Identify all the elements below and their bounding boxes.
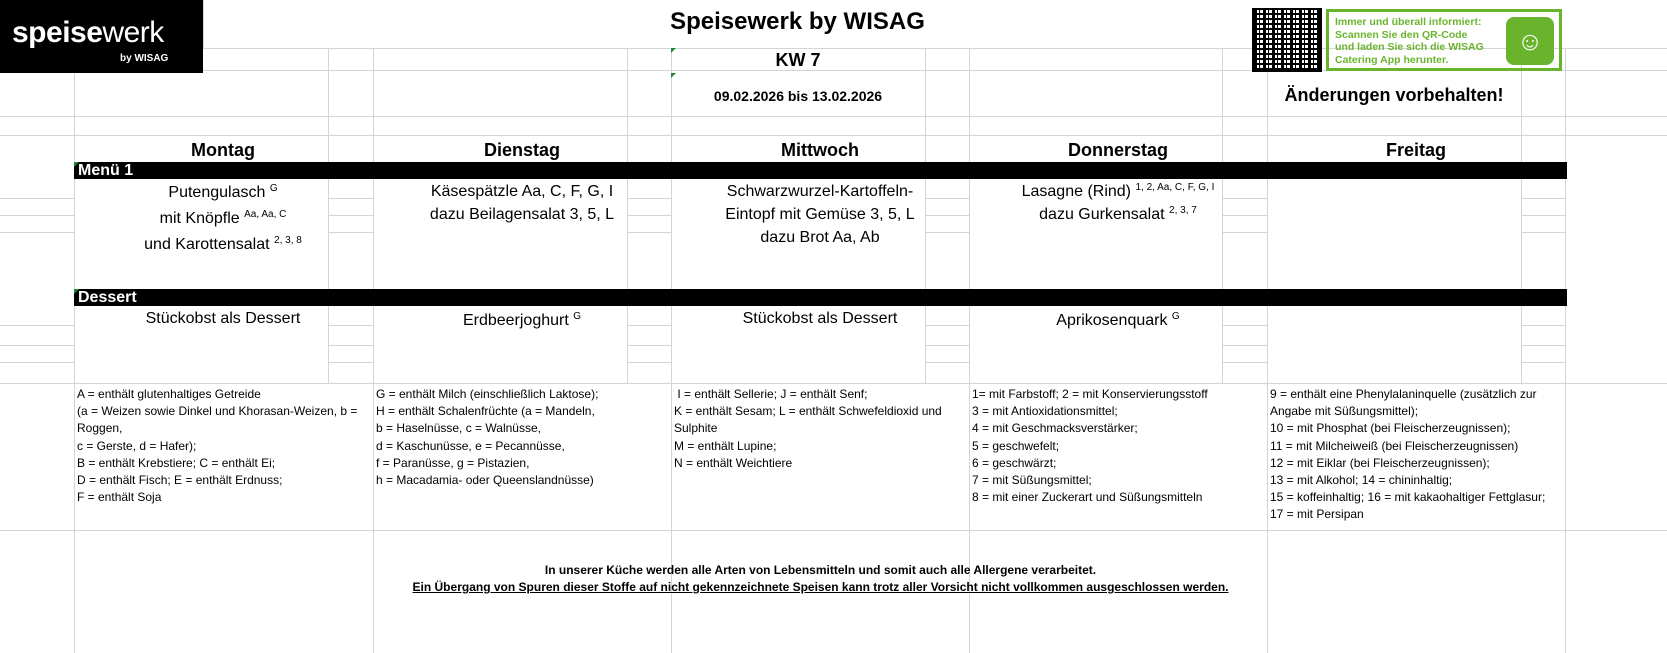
grid-line — [0, 116, 1667, 117]
legend-line: 7 = mit Süßungsmittel; — [972, 473, 1092, 488]
allergen-legend-column — [970, 386, 1268, 506]
dessert-cell — [969, 309, 1267, 332]
grid-line — [1222, 345, 1267, 346]
legend-line: b = Haselnüsse, c = Walnüsse, — [376, 421, 541, 436]
grid-line — [1521, 325, 1566, 326]
menu1-cell — [373, 180, 671, 226]
grid-line — [1222, 232, 1267, 233]
dish-text: dazu Beilagensalat 3, 5, L — [429, 206, 615, 223]
legend-line: d = Kaschunüsse, e = Pecannüsse, — [376, 438, 565, 453]
day-header-donnerstag: Donnerstag — [1067, 140, 1168, 160]
grid-line — [0, 345, 74, 346]
legend-line: 4 = mit Geschmacksverstärker; — [972, 421, 1138, 436]
grid-line — [1521, 306, 1522, 383]
grid-line — [627, 345, 672, 346]
dish-text: dazu Brot Aa, Ab — [760, 229, 880, 246]
grid-line — [0, 325, 74, 326]
grid-line — [0, 232, 74, 233]
legend-line: (a = Weizen sowie Dinkel und Khorasan-Weizen, b = — [77, 404, 358, 419]
dish-text: Schwarzwurzel-Kartoffeln- — [726, 183, 914, 200]
day-header-freitag: Freitag — [1385, 140, 1446, 160]
legend-line: N = enthält Weichtiere — [674, 455, 793, 470]
cell-comment-marker — [671, 73, 676, 78]
day-header-mittwoch: Mittwoch — [781, 140, 859, 160]
promo-line: Immer und überall informiert: — [1335, 16, 1482, 28]
legend-line: 9 = enthält eine Phenylalaninquelle (zusätzlich zur — [1270, 387, 1537, 401]
menu-line — [969, 203, 1267, 226]
legend-line: F = enthält Soja — [77, 490, 162, 505]
page-title: Speisewerk by WISAG — [670, 8, 925, 35]
grid-line — [0, 198, 74, 199]
dessert-cell — [373, 309, 671, 332]
grid-line — [0, 135, 1667, 136]
menu-line — [671, 180, 969, 203]
legend-line: 17 = mit Persipan — [1270, 507, 1364, 522]
dish-text: Eintopf mit Gemüse 3, 5, L — [725, 206, 915, 223]
grid-line — [1521, 345, 1566, 346]
menu-line — [373, 180, 671, 203]
calendar-week: KW 7 — [775, 50, 821, 70]
legend-line: 3 = mit Antioxidationsmittel; — [972, 404, 1118, 419]
dish-text: Stückobst als Dessert — [145, 310, 301, 327]
dish-text: Stückobst als Dessert — [742, 310, 898, 327]
app-promo-banner — [1326, 9, 1562, 71]
menu1-cell — [969, 180, 1267, 226]
allergen-codes: G — [1171, 311, 1180, 322]
date-range: 09.02.2026 bis 13.02.2026 — [713, 88, 883, 104]
legend-line: H = enthält Schalenfrüchte (a = Mandeln, — [376, 404, 595, 419]
legend-line: G = enthält Milch (einschließlich Laktose); — [376, 387, 599, 401]
legend-line: M = enthält Lupine; — [674, 438, 777, 453]
dish-text: Käsespätzle Aa, C, F, G, I — [430, 183, 614, 200]
promo-line: und laden Sie sich die WISAG — [1335, 41, 1484, 53]
grid-line — [627, 232, 672, 233]
legend-line: 13 = mit Alkohol; 14 = chininhaltig; — [1270, 473, 1453, 488]
dessert-cell — [671, 307, 969, 330]
grid-line — [0, 215, 74, 216]
allergen-codes: G — [269, 183, 278, 194]
allergen-footer-note — [74, 562, 1567, 596]
legend-line: 1= mit Farbstoff; 2 = mit Konservierungsstoff — [972, 387, 1208, 401]
grid-line — [627, 362, 672, 363]
legend-line: B = enthält Krebstiere; C = enthält Ei; — [77, 455, 276, 470]
menu-line — [969, 180, 1267, 203]
dish-text: Putengulasch — [168, 184, 270, 201]
dessert-cell — [74, 307, 372, 330]
menu1-cell — [671, 180, 969, 249]
legend-line: Sulphite — [674, 421, 718, 436]
grid-line — [1521, 198, 1566, 199]
dish-text: Erdbeerjoghurt — [462, 312, 574, 329]
grid-line — [1521, 215, 1566, 216]
legend-line: K = enthält Sesam; L = enthält Schwefeldioxid und — [674, 404, 942, 419]
allergen-codes: 1, 2, Aa, C, F, G, I — [1135, 182, 1215, 193]
legend-line: c = Gerste, d = Hafer); — [77, 438, 197, 453]
footer-line: In unserer Küche werden alle Arten von Lebensmitteln und somit auch alle Allergene verarbeitet. — [544, 563, 1097, 577]
legend-line: D = enthält Fisch; E = enthält Erdnuss; — [77, 473, 283, 488]
grid-line — [328, 362, 373, 363]
qr-code — [1252, 8, 1322, 72]
dish-text: und Karottensalat — [144, 236, 275, 253]
legend-line: Roggen, — [77, 421, 123, 436]
legend-line: Angabe mit Süßungsmittel); — [1270, 404, 1419, 419]
allergen-legend-column — [374, 386, 672, 489]
legend-line: 15 = koffeinhaltig; 16 = mit kakaohaltiger Fettglasur; — [1270, 490, 1546, 505]
menu1-cell — [74, 180, 372, 258]
legend-line: h = Macadamia- oder Queenslandnüsse) — [376, 473, 594, 488]
legend-line: f = Paranüsse, g = Pistazien, — [376, 455, 530, 470]
day-header-montag: Montag — [191, 140, 255, 160]
legend-line: 5 = geschwefelt; — [972, 438, 1060, 453]
dish-text: dazu Gurkensalat — [1039, 206, 1170, 223]
legend-line: 11 = mit Milcheiweiß (bei Fleischerzeugnissen) — [1270, 438, 1519, 453]
promo-line: Scannen Sie den QR-Code — [1335, 28, 1468, 41]
section-bar-menu1: Menü 1 — [74, 162, 1567, 179]
allergen-legend-column — [672, 386, 970, 472]
grid-line — [1521, 362, 1566, 363]
allergen-legend-column — [1268, 386, 1566, 524]
menu-line — [671, 226, 969, 249]
allergen-codes: 2, 3, 8 — [274, 235, 302, 246]
legend-line: 12 = mit Eiklar (bei Fleischerzeugnissen); — [1270, 455, 1490, 470]
grid-line — [0, 383, 1667, 384]
promo-line: Catering App herunter. — [1335, 53, 1449, 66]
dish-text: Lasagne (Rind) — [1021, 183, 1136, 200]
legend-line: 6 = geschwärzt; — [972, 455, 1057, 470]
grid-line — [1521, 232, 1566, 233]
legend-line: A = enthält glutenhaltiges Getreide — [77, 387, 261, 401]
dish-text: Aprikosenquark — [1056, 312, 1172, 329]
legend-line: 8 = mit einer Zuckerart und Süßungsmitteln — [972, 490, 1203, 505]
grid-line — [1521, 179, 1522, 289]
grid-line — [328, 345, 373, 346]
grid-line — [925, 362, 970, 363]
chef-app-icon: ☺ — [1506, 17, 1554, 65]
menu-line — [74, 206, 372, 232]
legend-line: I = enthält Sellerie; J = enthält Senf; — [674, 387, 868, 401]
allergen-codes: G — [573, 311, 582, 322]
menu-line — [74, 232, 372, 258]
dish-text: mit Knöpfle — [159, 210, 245, 227]
grid-line — [203, 0, 204, 48]
allergen-codes: Aa, Aa, C — [244, 209, 287, 220]
footer-disclaimer: Ein Übergang von Spuren dieser Stoffe auf nicht gekennzeichnete Speisen kann trotz aller Vorsicht nicht vollkommen ausgeschlossen werden. — [412, 580, 1229, 594]
section-bar-dessert: Dessert — [74, 289, 1567, 306]
menu-line — [373, 203, 671, 226]
allergen-legend-column — [75, 386, 373, 506]
grid-line — [925, 345, 970, 346]
allergen-codes: 2, 3, 7 — [1169, 205, 1197, 216]
grid-line — [1222, 362, 1267, 363]
grid-line — [0, 362, 74, 363]
menu-line — [671, 203, 969, 226]
changes-notice: Änderungen vorbehalten! — [1284, 85, 1504, 105]
legend-line: 10 = mit Phosphat (bei Fleischerzeugnissen); — [1270, 421, 1511, 436]
menu-line — [74, 180, 372, 206]
day-header-dienstag: Dienstag — [483, 140, 561, 160]
grid-line — [0, 530, 1667, 531]
speisewerk-logo: speisewerk by WISAG — [0, 0, 203, 73]
